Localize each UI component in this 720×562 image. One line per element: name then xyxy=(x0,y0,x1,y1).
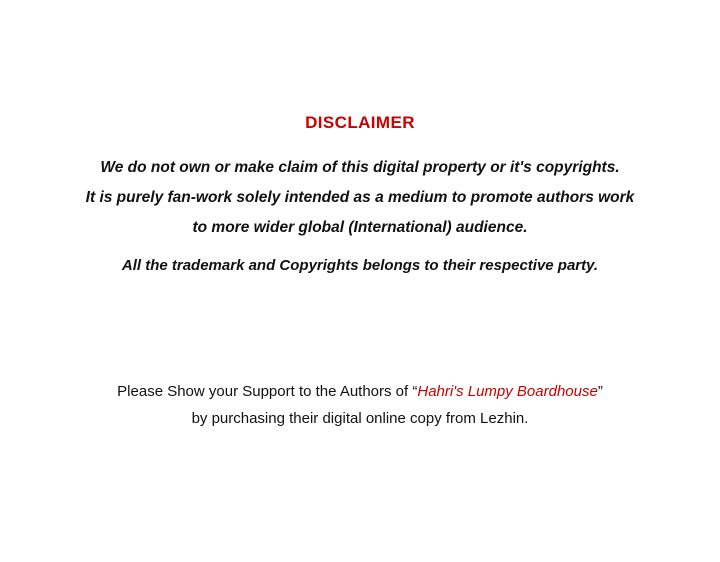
support-line-1 xyxy=(60,378,660,405)
trademark-notice: All the trademark and Copyrights belongs to their respective party. xyxy=(121,257,599,274)
disclaimer-body-line-1: We do not own or make claim of this digital property or it's copyrights. xyxy=(100,159,620,176)
support-line-1-suffix: ” xyxy=(597,383,603,400)
support-line-2: by purchasing their digital online copy from Lezhin. xyxy=(191,410,529,427)
disclaimer-body-line-2: It is purely fan-work solely intended as a medium to promote authors work xyxy=(85,189,635,206)
page-title: DISCLAIMER xyxy=(305,113,415,132)
work-title: Hahri's Lumpy Boardhouse xyxy=(417,383,598,400)
support-message xyxy=(60,378,660,432)
support-line-1-prefix: Please Show your Support to the Authors of “ xyxy=(117,383,418,400)
disclaimer-body xyxy=(60,153,660,281)
disclaimer-body-line-3: to more wider global (International) audience. xyxy=(192,219,528,236)
body-spacer xyxy=(60,243,660,251)
